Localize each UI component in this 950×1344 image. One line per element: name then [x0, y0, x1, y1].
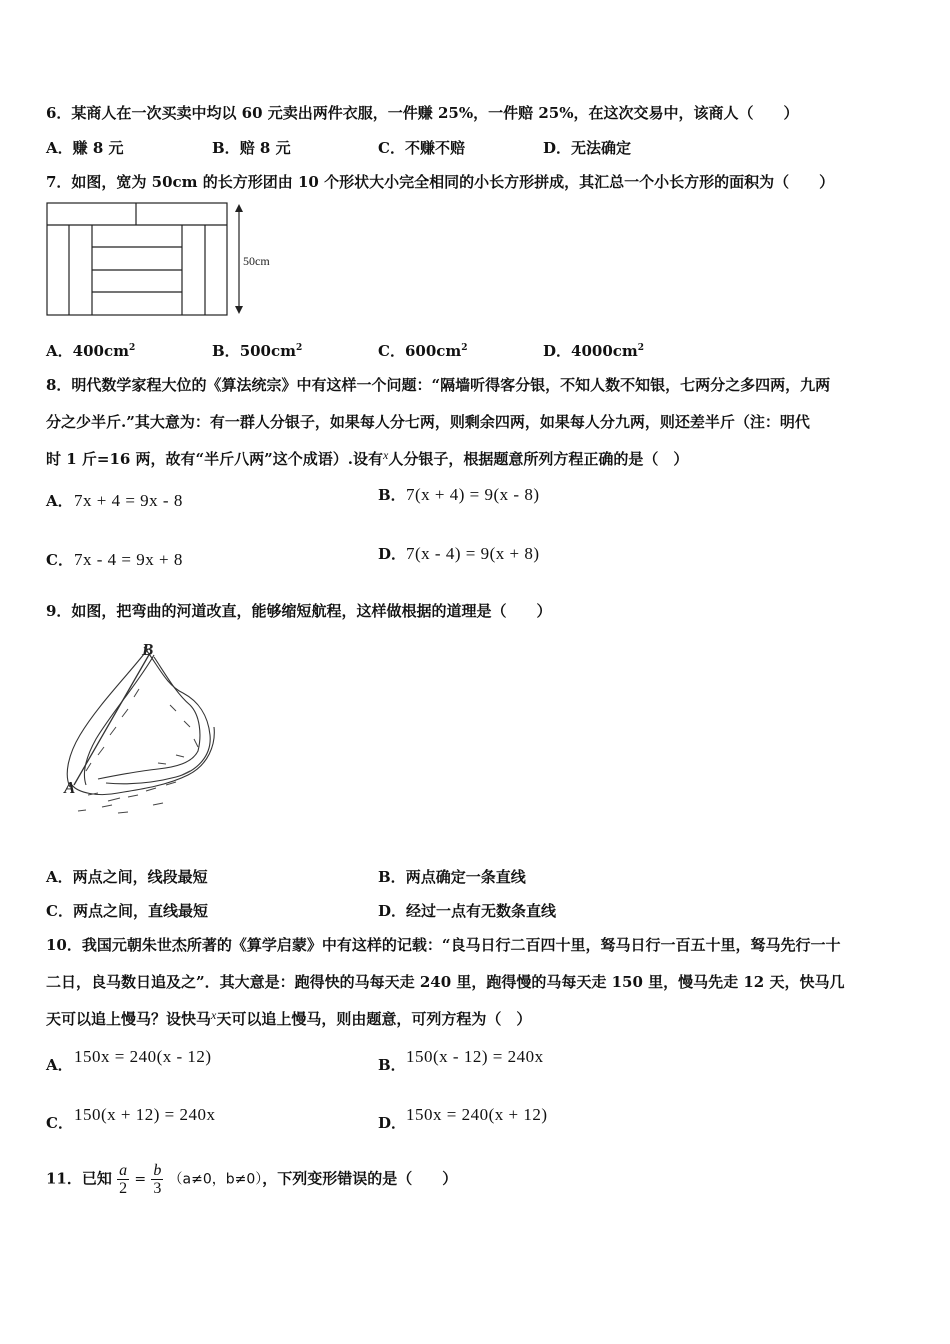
question-7-stem: 7．如图，宽为 50cm 的长方形团由 10 个形状大小完全相同的小长方形拼成，其汇总一个小长方形的面积为（ ） [46, 173, 835, 191]
q10-option-c[interactable]: C．150(x + 12) = 240x [46, 1105, 216, 1132]
q7-option-a[interactable]: A．$400cm^2$ [46, 342, 136, 360]
q8-option-d[interactable]: D．7(x - 4) = 9(x + 8) [378, 544, 540, 563]
q9-option-a[interactable]: A．两点之间，线段最短 [46, 868, 208, 886]
q6-option-a[interactable]: A．赚 8 元 [46, 139, 124, 157]
question-10-line-3: 天可以追上慢马？设快马$^x$天可以追上慢马，则由题意，可列方程为（ ） [46, 1008, 532, 1028]
q10-option-d[interactable]: D．150x = 240(x + 12) [378, 1105, 548, 1132]
q6-option-b[interactable]: B．赔 8 元 [212, 139, 291, 157]
question-11-stem: 11．已知 $\frac{a}{2}$ = $\frac{b}{3}$ （a≠0，b≠0），下列变形错误的是（ ） [46, 1162, 458, 1197]
question-8-line-2: 分之少半斤.”其大意为：有一群人分银子，如果每人分七两，则剩余四两，如果每人分九两，则还差半斤（注：明代 [46, 413, 810, 431]
river-figure [58, 635, 218, 840]
q9-option-d[interactable]: D．经过一点有无数条直线 [378, 902, 557, 920]
question-10-line-2: 二日，良马数日追及之”．其大意是：跑得快的马每天走 240 里，跑得慢的马每天走 150 里，慢马先走 12 天，快马几 [46, 973, 845, 991]
q6-option-c[interactable]: C．不赚不赔 [378, 139, 465, 157]
question-10-line-1: 10．我国元朝朱世杰所著的《算学启蒙》中有这样的记载：“良马日行二百四十里，驽马日行一百五十里，驽马先行一十 [46, 936, 841, 954]
figure-label-50cm: 50cm [243, 254, 270, 268]
q6-option-d[interactable]: D．无法确定 [543, 139, 632, 157]
q9-option-b[interactable]: B．两点确定一条直线 [378, 868, 526, 886]
q9-option-c[interactable]: C．两点之间，直线最短 [46, 902, 208, 920]
question-8-line-1: 8．明代数学家程大位的《算法统宗》中有这样一个问题：“隔墙听得客分银，不知人数不知银，七两分之多四两，九两 [46, 376, 831, 394]
point-b-label: B [142, 640, 154, 659]
q7-option-b[interactable]: B．$500cm^2$ [212, 342, 303, 360]
q7-option-d[interactable]: D．$4000cm^2$ [543, 342, 645, 360]
fraction-a-over-2: $\frac{a}{2}$ [119, 1162, 128, 1197]
q8-option-c[interactable]: C．7x - 4 = 9x + 8 [46, 550, 183, 569]
q10-option-b[interactable]: B．150(x - 12) = 240x [378, 1047, 544, 1074]
q8-option-b[interactable]: B．7(x + 4) = 9(x - 8) [378, 485, 540, 504]
point-a-label: A [64, 778, 76, 797]
question-6-stem: 6．某商人在一次买卖中均以 60 元卖出两件衣服，一件赚 25%，一件赔 25%，在这次交易中，该商人（ ） [46, 104, 799, 122]
q7-option-c[interactable]: C．$600cm^2$ [378, 342, 468, 360]
q8-option-a[interactable]: A．7x + 4 = 9x - 8 [46, 491, 183, 510]
rectangle-figure [44, 200, 284, 320]
question-8-line-3: 时 1 斤=16 两，故有“半斤八两”这个成语）.设有$^x$人分银子，根据题意所列方程正确的是（ ） [46, 448, 689, 468]
fraction-b-over-3: $\frac{b}{3}$ [153, 1162, 162, 1197]
q10-option-a[interactable]: A．150x = 240(x - 12) [46, 1047, 212, 1074]
question-9-stem: 9．如图，把弯曲的河道改直，能够缩短航程，这样做根据的道理是（ ） [46, 602, 552, 620]
